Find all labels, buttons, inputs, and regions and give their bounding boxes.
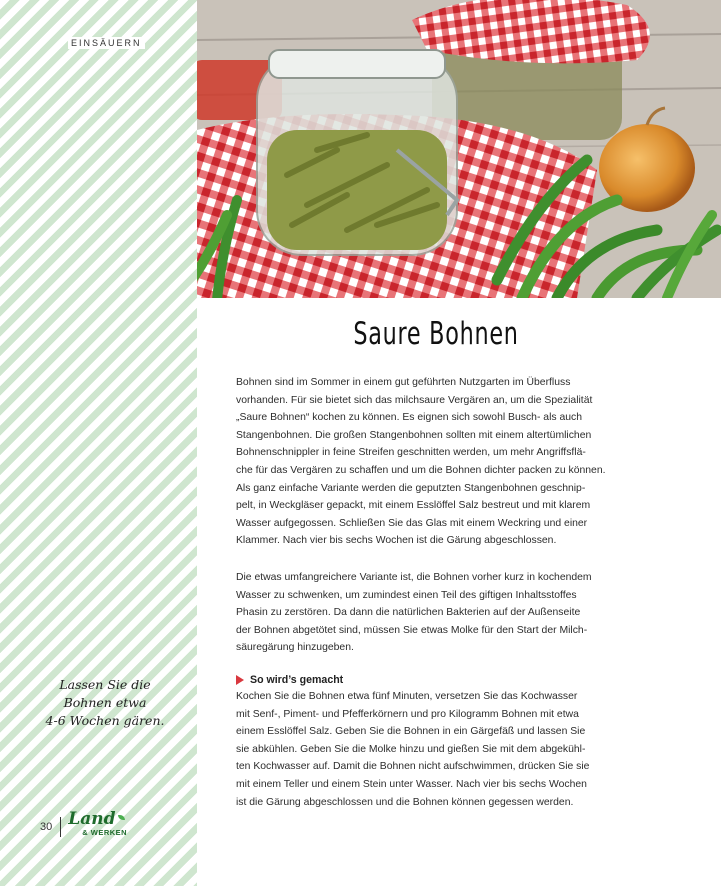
intro-paragraph xyxy=(236,374,648,550)
text-line: Klammer. Nach vier bis sechs Wochen ist die Gärung abgeschlossen. xyxy=(236,535,557,547)
text-line: mit Senf-, Piment- und Pfefferkörnern und pro Kilogramm Bohnen mit etwa xyxy=(236,708,579,720)
footer-divider xyxy=(60,817,61,837)
side-note-line: Lassen Sie die xyxy=(59,677,151,692)
text-line: Als ganz einfache Variante werden die geputzten Stangenbohnen geschnip- xyxy=(236,482,586,494)
text-line: Phasin zu zerstören. Da dann die natürlichen Bakterien auf der Außenseite xyxy=(236,607,581,619)
side-note xyxy=(40,676,170,730)
text-line: der Bohnen abgetötet sind, müssen Sie etwas Molke für den Start der Milch- xyxy=(236,624,588,636)
text-line: Kochen Sie die Bohnen etwa fünf Minuten, versetzen Sie das Kochwasser xyxy=(236,691,578,702)
article-title: Saure Bohnen xyxy=(353,316,519,352)
variant-paragraph xyxy=(236,569,648,657)
side-note-line: 4-6 Wochen gären. xyxy=(45,713,165,728)
text-line: „Saure Bohnen“ kochen zu können. Es eignen sich sowohl Busch- als auch xyxy=(236,412,582,424)
triangle-bullet-icon xyxy=(236,675,244,685)
text-line: Bohnenschnippler in feine Streifen geschnitten werden, um mehr Angriffsflä- xyxy=(236,447,586,459)
text-line: pelt, in Weckgläser gepackt, mit einem Esslöffel Salz bestreut und mit klarem xyxy=(236,500,591,512)
text-line: vorhanden. Für sie bietet sich das milchsaure Vergären an, um die Spezialität xyxy=(236,394,593,406)
page-footer xyxy=(40,809,148,842)
text-line: einem Esslöffel Salz. Geben Sie die Bohnen in ein Gärgefäß und lassen Sie xyxy=(236,726,586,738)
pickled-beans-jar-illustration xyxy=(197,0,721,298)
striped-sidebar xyxy=(0,0,197,886)
instructions-heading xyxy=(236,671,343,689)
text-line: Bohnen sind im Sommer in einem gut geführten Nutzgarten im Überfluss xyxy=(236,377,571,388)
text-line: Die etwas umfangreichere Variante ist, die Bohnen vorher kurz in kochendem xyxy=(236,572,592,583)
logo-wordmark: Land xyxy=(68,809,116,829)
text-line: sie abkühlen. Geben Sie die Molke hinzu und gießen Sie mit dem abgekühl- xyxy=(236,743,586,755)
text-line: ist die Gärung abgeschlossen und die Bohnen können gegessen werden. xyxy=(236,796,574,808)
text-line: ten Kochwasser auf. Damit die Bohnen nicht aufschwimmen, drücken Sie sie xyxy=(236,761,590,773)
text-line: Wasser aufgegossen. Schließen Sie das Glas mit einem Weckring und einer xyxy=(236,517,588,529)
text-line: mit einem Teller und einem Stein unter Wasser. Nach vier bis sechs Wochen xyxy=(236,778,587,790)
instructions-heading-text: So wird’s gemacht xyxy=(250,674,344,686)
hero-photo xyxy=(197,0,721,298)
text-line: Stangenbohnen. Die großen Stangenbohnen sollten mit einem altertümlichen xyxy=(236,429,592,441)
magazine-logo xyxy=(68,809,148,842)
side-note-line: Bohnen etwa xyxy=(63,695,147,710)
instructions-paragraph xyxy=(236,688,648,811)
text-line: säuregärung hinzugeben. xyxy=(236,642,354,654)
text-line: Wasser zu schwenken, um zumindest einen Teil des giftigen Inhaltsstoffes xyxy=(236,589,577,601)
leaf-icon xyxy=(118,815,125,820)
section-tag: EINSÄUERN xyxy=(68,37,145,49)
page-number: 30 xyxy=(40,821,53,833)
logo-subtitle: & WERKEN xyxy=(82,828,128,837)
text-line: che für das Vergären zu schaffen und um die Bohnen dichter packen zu können. xyxy=(236,464,606,476)
